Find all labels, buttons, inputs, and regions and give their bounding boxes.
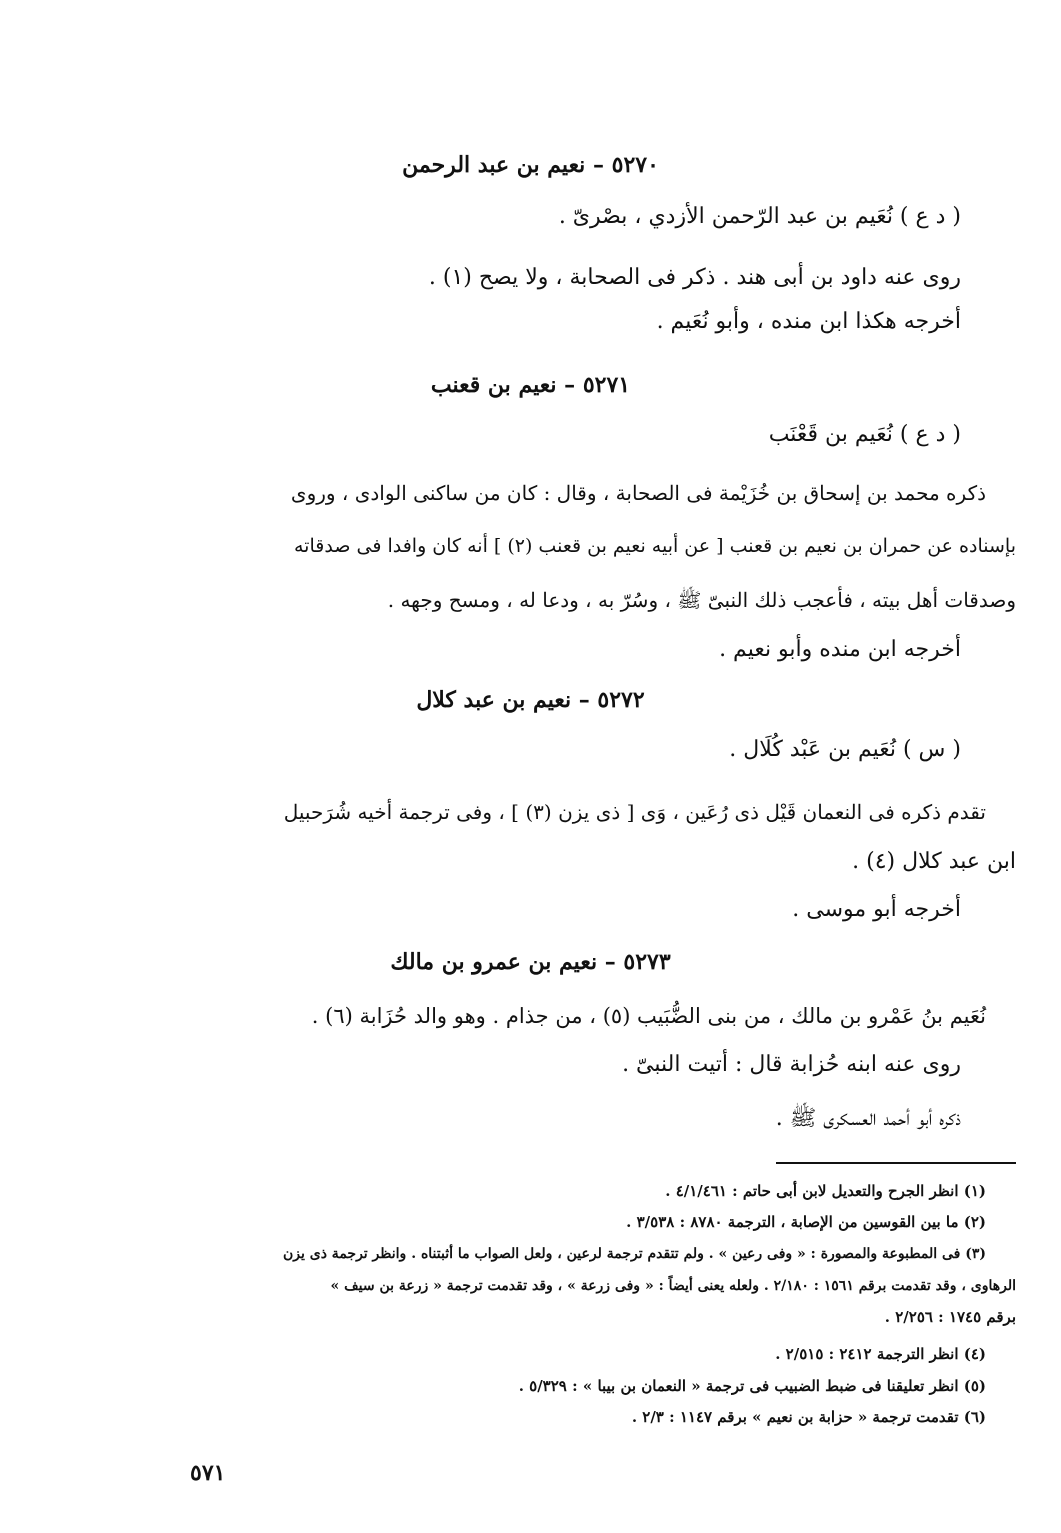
entry-line: نُعَيم بنُ عَمْرو بن مالك ، من بنى الضُّبَيب (٥) ، من جذام . وهو والد حُزَابة (٦) . [311, 1004, 986, 1028]
entry-line: أخرجه أبو موسى . [792, 897, 961, 922]
entry-line: روى عنه ابنه حُزابة قال : أتيت النبىّ . [622, 1052, 961, 1077]
footnote-divider [776, 1162, 1016, 1164]
footnote: (٢) ما بين القوسين من الإصابة ، الترجمة ٨٧٨٠ : ٣/٥٣٨ . [626, 1213, 986, 1231]
entry-line: ( د ع ) نُعَيم بن عبد الرّحمن الأزدي ، بصْرىّ . [558, 204, 961, 229]
entry-line: ( س ) نُعَيم بن عَبْد كُلَال . [729, 737, 961, 762]
entry-line: بإسناده عن حمران بن نعيم بن قعنب [ عن أبيه نعيم بن قعنب (٢) ] أنه كان وافدا فى صدقاته [294, 535, 1016, 557]
footnote: الرهاوى ، وقد تقدمت برقم ١٥٦١ : ٢/١٨٠ . ولعله يعنى أيضاً : « وفى زرعة » ، وقد تقدمت ترجمة « زرعة بن سيف » [330, 1278, 1016, 1294]
entry-line: روى عنه داود بن أبى هند . ذكر فى الصحابة ، ولا يصح (١) . [428, 265, 961, 290]
entry-line: ( د ع ) نُعَيم بن قَعْنَب [768, 422, 961, 447]
footnote: (٤) انظر الترجمة ٢٤١٢ : ٢/٥١٥ . [775, 1345, 986, 1363]
page-number: ٥٧١ [190, 1460, 226, 1486]
entry-heading: ٥٢٧٢ – نعيم بن عبد كلال [416, 687, 645, 713]
entry-line: أخرجه ابن منده وأبو نعيم . [719, 637, 961, 662]
footnote: (٣) فى المطبوعة والمصورة : « وفى رعين » . ولم تتقدم ترجمة لرعين ، ولعل الصواب ما أثبتناه . وانظر ترجمة ذى يزن [282, 1246, 986, 1262]
entry-line: ذكره محمد بن إسحاق بن خُزَيْمة فى الصحابة ، وقال : كان من ساكنى الوادى ، وروى [290, 481, 986, 505]
entry-line: ابن عبد كلال (٤) . [852, 849, 1016, 874]
entry-heading: ٥٢٧١ – نعيم بن قعنب [430, 372, 631, 398]
entry-line: أخرجه هكذا ابن منده ، وأبو نُعَيم . [656, 309, 961, 334]
entry-line: وصدقات أهل بيته ، فأعجب ذلك النبىّ ﷺ ، وسُرّ به ، ودعا له ، ومسح وجهه . [387, 588, 1016, 612]
footnote: برقم ١٧٤٥ : ٢/٢٥٦ . [884, 1308, 1016, 1326]
footnote: (٦) تقدمت ترجمة « حزابة بن نعيم » برقم ١١٤٧ : ٢/٣ . [631, 1408, 986, 1426]
entry-heading: ٥٢٧٣ – نعيم بن عمرو بن مالك [390, 949, 671, 975]
footnote: (٥) انظر تعليقنا فى ضبط الضبيب فى ترجمة « النعمان بن بيبا » : ٥/٣٢٩ . [518, 1377, 986, 1395]
entry-heading: ٥٢٧٠ – نعيم بن عبد الرحمن [402, 152, 659, 178]
entry-line: ذكره أبو أحمد العسكرى ﷺ . [775, 1106, 961, 1131]
footnote: (١) انظر الجرح والتعديل لابن أبى حاتم : ٤/١/٤٦١ . [665, 1182, 986, 1200]
entry-line: تقدم ذكره فى النعمان قَيْل ذى رُعَين ، وَى [ ذى يزن (٣) ] ، وفى ترجمة أخيه شُرَحبيل [283, 800, 986, 824]
